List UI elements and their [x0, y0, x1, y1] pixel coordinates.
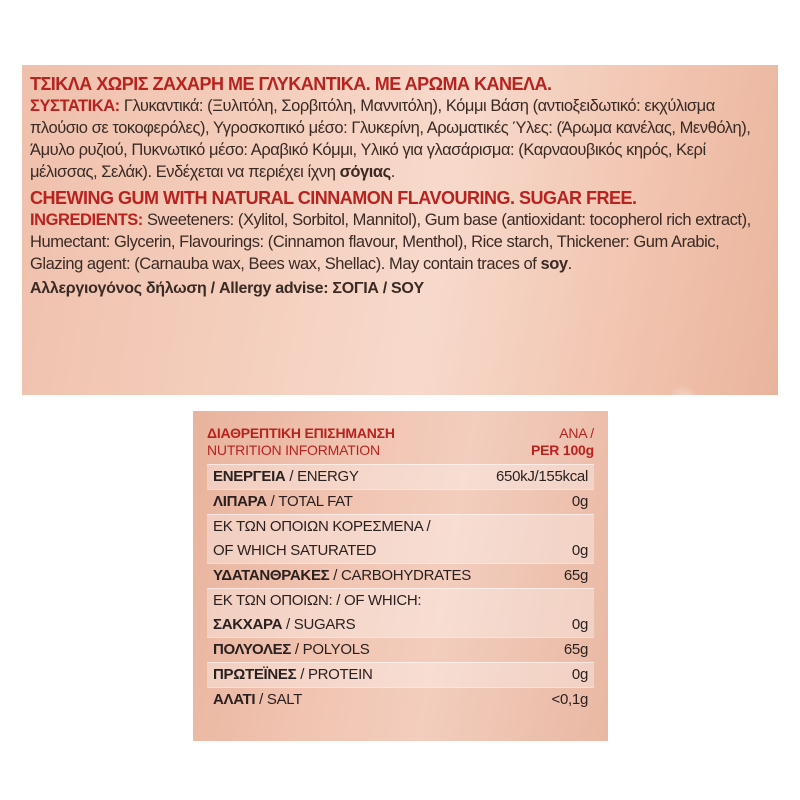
- protein-value: 0g: [571, 666, 588, 683]
- polyols-label-english: / POLYOLS: [291, 641, 370, 658]
- english-ingredients-label: INGREDIENTS:: [30, 211, 143, 229]
- fat-label-english: / TOTAL FAT: [266, 493, 353, 510]
- ingredients-panel: [22, 65, 778, 395]
- nutrition-per-greek: ΑΝΑ /: [559, 425, 594, 441]
- greek-ingredients-end: .: [390, 163, 395, 181]
- table-row-fat: [207, 489, 594, 514]
- nutrition-title-greek: ΔΙΑΘΡΕΠΤΙΚΗ ΕΠΙΣΗΜΑΝΣΗ: [207, 425, 395, 441]
- protein-label-greek: ΠΡΩΤΕΪΝΕΣ: [213, 666, 297, 683]
- carbs-value: 65g: [563, 567, 588, 584]
- polyols-value: 65g: [563, 641, 588, 658]
- carbs-label-greek: ΥΔΑΤΑΝΘΡΑΚΕΣ: [213, 567, 330, 584]
- greek-ingredients-label: ΣΥΣΤΑΤΙΚΑ:: [30, 97, 120, 115]
- saturated-label-line1: ΕΚ ΤΩΝ ΟΠΟΙΩΝ ΚΟΡΕΣΜΕΝΑ /: [213, 518, 431, 535]
- english-allergen: soy: [540, 255, 568, 273]
- salt-label-greek: ΑΛΑΤΙ: [213, 691, 256, 708]
- table-row-polyols: [207, 637, 594, 662]
- table-row-saturated: [207, 514, 594, 563]
- polyols-label-greek: ΠΟΛΥΟΛΕΣ: [213, 641, 292, 658]
- protein-label-english: / PROTEIN: [296, 666, 373, 683]
- nutrition-title: [207, 425, 395, 459]
- nutrition-header: [207, 425, 594, 459]
- fat-value: 0g: [571, 493, 588, 510]
- saturated-label-line2: OF WHICH SATURATED: [213, 542, 377, 559]
- english-ingredients: [30, 209, 770, 275]
- energy-value: 650kJ/155kcal: [496, 468, 588, 485]
- greek-product-title: ΤΣΙΚΛΑ ΧΩΡΙΣ ΖΑΧΑΡΗ ΜΕ ΓΛΥΚΑΝΤΙΚΑ. ΜΕ ΑΡΩΜΑ ΚΑΝΕΛΑ.: [30, 74, 552, 94]
- sugars-label-english: / SUGARS: [282, 616, 356, 633]
- allergy-statement: [30, 277, 770, 301]
- sugars-label-greek: ΣΑΚΧΑΡΑ: [213, 616, 283, 633]
- english-ingredients-end: .: [567, 255, 572, 273]
- table-row-salt: [207, 687, 594, 712]
- table-row-sugars: [207, 588, 594, 637]
- nutrition-per: [531, 425, 594, 459]
- sugars-value: 0g: [571, 616, 588, 633]
- decorative-highlight: [668, 385, 698, 415]
- allergy-separator: /: [206, 280, 219, 297]
- table-row-energy: [207, 464, 594, 489]
- energy-label-greek: ΕΝΕΡΓΕΙΑ: [213, 468, 286, 485]
- english-ingredients-text: Sweeteners: (Xylitol, Sorbitol, Mannitol), Gum base (antioxidant: tocopherol rich extract), Humectant: Glycerin, Flavourings: (Cinnamon flavour, Menthol), Rice starch, Thickener: Gum Arabic, Glazing agent: (Carnauba wax, Bees wax, Shellac). May contain traces of: [30, 211, 751, 273]
- fat-label-greek: ΛΙΠΑΡΑ: [213, 493, 267, 510]
- allergy-greek-label: Αλλεργιογόνος δήλωση: [30, 280, 207, 297]
- sugars-label-line1: ΕΚ ΤΩΝ ΟΠΟΙΩΝ: / OF WHICH:: [213, 592, 422, 609]
- table-row-carbohydrates: [207, 563, 594, 588]
- greek-ingredients-text: Γλυκαντικά: (Ξυλιτόλη, Σορβιτόλη, Μαννιτόλη), Κόμμι Βάση (αντιοξειδωτικό: εκχύλισμα πλούσιο σε τοκοφερόλες), Υγροσκοπικό μέσο: Γλυκερίνη, Αρωματικές Ύλες: (Άρωμα κανέλας, Μενθόλη), Άμυλο ρυζιού, Πυκνωτικό μέσο: Αραβικό Κόμμι, Υλικό για γλασάρισμα: (Καρναουβικός κηρός, Κερί μέλισσας, Σελάκ). Ενδέχεται να περιέχει ίχνη: [30, 97, 751, 181]
- nutrition-panel: [193, 411, 608, 741]
- nutrition-per-english: PER 100g: [531, 442, 594, 458]
- greek-allergen: σόγιας: [339, 163, 391, 181]
- allergy-english-label: Allergy advise:: [218, 280, 329, 297]
- energy-label-english: / ENERGY: [285, 468, 359, 485]
- nutrition-table: [207, 464, 594, 712]
- salt-value: <0,1g: [551, 691, 588, 708]
- english-product-title: CHEWING GUM WITH NATURAL CINNAMON FLAVOURING. SUGAR FREE.: [30, 188, 637, 208]
- allergy-values: ΣΟΓΙΑ / SOY: [328, 280, 424, 297]
- salt-label-english: / SALT: [255, 691, 303, 708]
- greek-ingredients: [30, 95, 770, 183]
- carbs-label-english: / CARBOHYDRATES: [329, 567, 471, 584]
- nutrition-title-english: NUTRITION INFORMATION: [207, 442, 380, 458]
- saturated-value: 0g: [571, 542, 588, 559]
- table-row-protein: [207, 662, 594, 687]
